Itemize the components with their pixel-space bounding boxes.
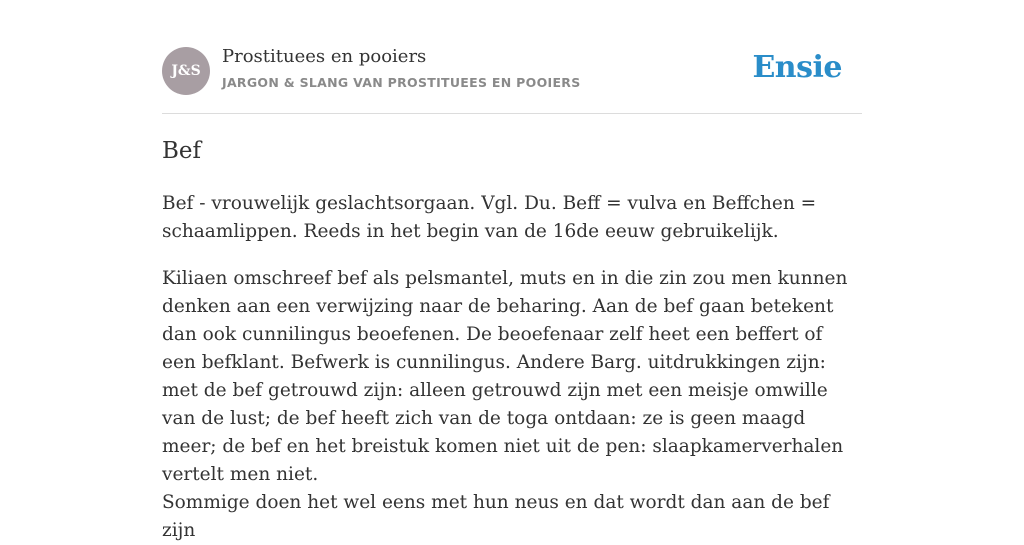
- site-header: [162, 0, 862, 114]
- entry-paragraph: Bef - vrouwelijk geslachtsorgaan. Vgl. Du. Beff = vulva en Beffchen = schaamlippen. Reeds in het begin van de 16de eeuw gebruikelijk.: [162, 193, 817, 242]
- page-container: [162, 0, 862, 541]
- category-avatar[interactable]: J&S: [162, 47, 210, 95]
- ensie-logo-link[interactable]: Ensie: [752, 50, 842, 85]
- category-subtitle: JARGON & SLANG VAN PROSTITUEES EN POOIERS: [222, 75, 581, 90]
- category-title[interactable]: Prostituees en pooiers: [222, 46, 427, 67]
- entry-headword: Bef: [162, 138, 202, 164]
- entry-paragraph: Kiliaen omschreef bef als pelsmantel, muts en in die zin zou men kunnen denken aan een verwijzing naar de beharing. Aan de bef gaan betekent dan ook cunnilingus beoefenen. De beoefenaar zelf heet een beffert of een befklant. Befwerk is cunnilingus. Andere Barg. uitdrukkingen zijn: met de bef getrouwd zijn: alleen getrouwd zijn met een meisje omwille van de lust; de bef heeft zich van de toga ontdaan: ze is geen maagd meer; de bef en het breistuk komen niet uit de pen: slaapkamerverhalen vertelt men niet.: [162, 268, 848, 485]
- entry-paragraph: Sommige doen het wel eens met hun neus en dat wordt dan aan de bef zijn: [162, 492, 830, 541]
